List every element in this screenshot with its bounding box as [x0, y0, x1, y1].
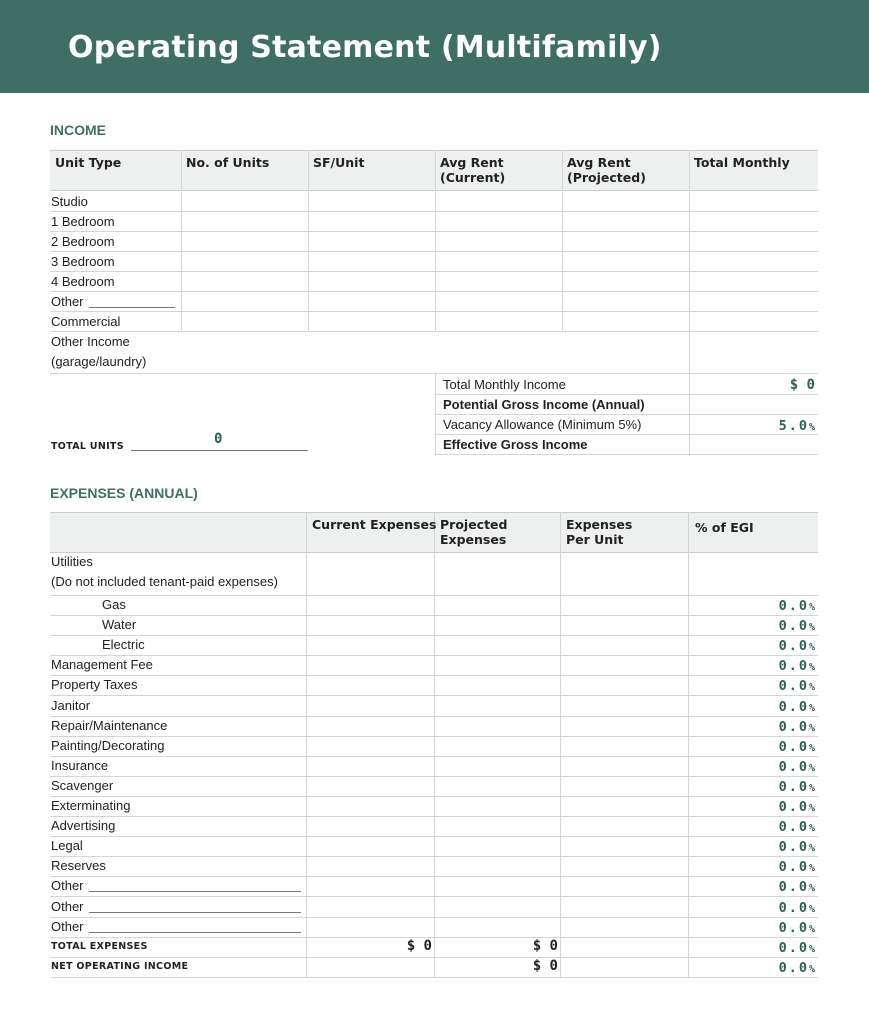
summary-row-divider [435, 454, 818, 455]
income-row-divider [50, 251, 818, 252]
total-monthly-income-label: Total Monthly Income [443, 377, 566, 392]
income-header-divider [689, 150, 690, 191]
income-column-header: SF/Unit [313, 155, 365, 170]
income-row-divider [50, 373, 818, 374]
expense-row-label: Other [51, 878, 84, 893]
vacancy-percent: 5.0 [778, 418, 809, 434]
percent-value: 0.0 [778, 920, 809, 936]
percent-sign: % [808, 944, 815, 955]
income-row-divider [50, 211, 818, 212]
percent-sign: % [808, 743, 815, 754]
expenses-column-header: Current Expenses [312, 517, 437, 532]
other-income-label: Other Income [51, 334, 130, 349]
percent-value: 0.0 [778, 678, 809, 694]
net-operating-income-projected: $ 0 [532, 958, 558, 974]
percent-value: 0.0 [778, 859, 809, 875]
percent-value: 0.0 [778, 638, 809, 654]
effective-gross-income-label: Effective Gross Income [443, 437, 588, 452]
expense-row-label: Other [51, 919, 84, 934]
percent-sign: % [808, 703, 815, 714]
percent-value: 0.0 [778, 618, 809, 634]
blank-write-in-line [89, 891, 301, 892]
percent-sign: % [808, 642, 815, 653]
page-header [0, 0, 869, 93]
expense-row-label: Electric [102, 637, 145, 652]
income-row-label: 1 Bedroom [51, 214, 115, 229]
expense-row-label: Scavenger [51, 778, 114, 793]
income-row-divider [50, 331, 818, 332]
expense-row-label: Legal [51, 838, 83, 853]
income-column-divider [308, 192, 309, 332]
percent-sign: % [808, 422, 815, 433]
percent-value: 0.0 [778, 940, 809, 956]
percent-value: 0.0 [778, 879, 809, 895]
expenses-column-divider [688, 553, 689, 978]
expenses-column-divider [306, 553, 307, 978]
blank-write-in-line [89, 912, 301, 913]
percent-sign: % [808, 763, 815, 774]
total-units-label: TOTAL UNITS [51, 441, 124, 452]
expense-row-label: Water [102, 617, 137, 632]
income-header-divider [308, 150, 309, 191]
percent-sign: % [808, 622, 815, 633]
percent-value: 0.0 [778, 658, 809, 674]
income-column-header: Total Monthly [694, 155, 790, 170]
income-column-header: No. of Units [186, 155, 270, 170]
income-row-label: 4 Bedroom [51, 274, 115, 289]
total-units-line [131, 450, 308, 451]
expenses-header-divider [560, 512, 561, 553]
percent-sign: % [808, 823, 815, 834]
page-title: Operating Statement (Multifamily) [68, 30, 662, 65]
percent-value: 0.0 [778, 759, 809, 775]
expense-row-label: Janitor [51, 698, 91, 713]
income-header-divider [435, 150, 436, 191]
vacancy-allowance-label: Vacancy Allowance (Minimum 5%) [443, 417, 642, 432]
other-income-sublabel: (garage/laundry) [51, 354, 147, 369]
expenses-section-title: EXPENSES (ANNUAL) [50, 485, 198, 501]
total-expenses-projected: $ 0 [532, 938, 558, 954]
expense-row-label: Other [51, 899, 84, 914]
percent-value: 0.0 [778, 900, 809, 916]
expense-row-label: Reserves [51, 858, 106, 873]
percent-sign: % [808, 964, 815, 975]
expenses-header-divider [306, 512, 307, 553]
vacancy-allowance-value [779, 416, 815, 438]
income-column-divider [435, 192, 436, 332]
total-units-value: 0 [214, 431, 223, 447]
income-column-header: Unit Type [55, 155, 122, 170]
percent-value: 0.0 [778, 719, 809, 735]
percent-sign: % [808, 904, 815, 915]
percent-value: 0.0 [778, 960, 809, 976]
income-section-title: INCOME [50, 122, 106, 138]
income-row-label: Other [51, 294, 84, 309]
expense-row-label: Exterminating [51, 798, 131, 813]
income-row-divider [50, 231, 818, 232]
net-operating-income-label: NET OPERATING INCOME [51, 961, 189, 972]
utilities-label: Utilities [51, 554, 93, 569]
percent-value: 0.0 [778, 598, 809, 614]
income-column-header: Avg Rent (Projected) [567, 155, 646, 185]
percent-value: 0.0 [778, 779, 809, 795]
percent-sign: % [808, 863, 815, 874]
percent-sign: % [808, 783, 815, 794]
percent-value: 0.0 [778, 699, 809, 715]
income-row-label: Studio [51, 194, 88, 209]
expense-row-label: Management Fee [51, 657, 153, 672]
income-row-label: 2 Bedroom [51, 234, 115, 249]
blank-write-in-line [89, 932, 301, 933]
expense-row-label: Insurance [51, 758, 109, 773]
income-row-label: 3 Bedroom [51, 254, 115, 269]
income-header-divider [562, 150, 563, 191]
income-column-divider [689, 192, 690, 332]
income-header-divider [181, 150, 182, 191]
total-monthly-income-value: $ 0 [789, 377, 815, 393]
expenses-column-divider [434, 553, 435, 978]
blank-write-in-line [89, 307, 175, 308]
expenses-header-divider [688, 512, 689, 553]
income-row-divider [50, 271, 818, 272]
percent-sign: % [808, 803, 815, 814]
expense-row-label: Painting/Decorating [51, 738, 165, 753]
percent-sign: % [808, 682, 815, 693]
income-column-divider [181, 192, 182, 332]
total-expenses-label: TOTAL EXPENSES [51, 941, 148, 952]
percent-value: 0.0 [778, 819, 809, 835]
potential-gross-income-label: Potential Gross Income (Annual) [443, 397, 645, 412]
expense-row-label: Repair/Maintenance [51, 718, 168, 733]
expenses-column-header: Projected Expenses [440, 517, 508, 547]
expenses-column-header: Expenses Per Unit [566, 517, 633, 547]
expense-row-label: Advertising [51, 818, 116, 833]
income-column-divider [562, 192, 563, 332]
percent-sign: % [808, 723, 815, 734]
total-expenses-current: $ 0 [406, 938, 432, 954]
expense-row-label: Property Taxes [51, 677, 138, 692]
income-row-divider [50, 291, 818, 292]
percent-value: 0.0 [778, 799, 809, 815]
percent-sign: % [808, 843, 815, 854]
percent-sign: % [808, 883, 815, 894]
expenses-column-header: % of EGI [695, 520, 754, 535]
utilities-note: (Do not included tenant-paid expenses) [51, 574, 278, 589]
expense-row-label: Gas [102, 597, 126, 612]
percent-sign: % [808, 602, 815, 613]
percent-sign: % [808, 662, 815, 673]
income-row-divider [50, 311, 818, 312]
percent-sign: % [808, 924, 815, 935]
percent-value: 0.0 [778, 839, 809, 855]
summary-divider [435, 374, 436, 456]
percent-value: 0.0 [778, 739, 809, 755]
income-row-label: Commercial [51, 314, 121, 329]
income-column-header: Avg Rent (Current) [440, 155, 506, 185]
expenses-column-divider [560, 553, 561, 978]
